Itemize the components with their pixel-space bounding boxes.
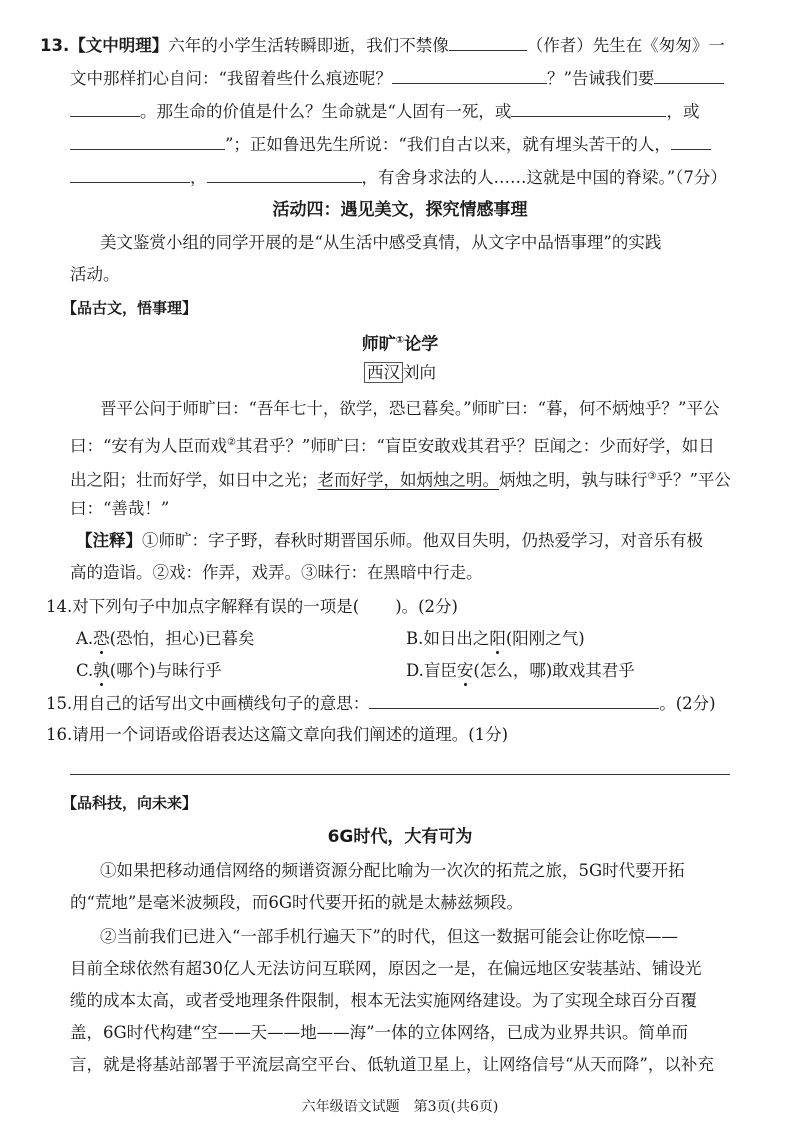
activity-title: 活动四：遇见美文，探究情感事理 [272, 200, 528, 220]
q13-line-3: 。那生命的价值是什么？生命就是“人固有一死，或 ，或 [70, 100, 742, 123]
section-tech-heading: 【品科技，向未来】 [62, 794, 198, 812]
answer-blank[interactable] [70, 133, 225, 150]
underlined-sentence: 老而好学，如炳烛之明。 [317, 470, 499, 490]
answer-blank[interactable] [671, 133, 711, 150]
notes-line-1: 【注释】①师旷：字子野，春秋时期晋国乐师。他双目失明，仍热爱学习，对音乐有极 [76, 531, 703, 550]
notes-line-2: 高的造诣。②戏：作弄，戏弄。③昧行：在黑暗中行走。 [70, 563, 483, 582]
q13-line-4: ”；正如鲁迅先生所说：“我们自古以来，就有埋头苦干的人， [70, 133, 742, 156]
modern-para-1b: 的“荒地”是毫米波频段，而6G时代要开拓的就是太赫兹频段。 [70, 893, 524, 912]
notes-label: 【注释】 [76, 531, 142, 550]
modern-para-1a: ①如果把移动通信网络的频谱资源分配比喻为一次次的拓荒之旅，5G时代要开拓 [100, 861, 685, 880]
activity-intro-1: 美文鉴赏小组的同学开展的是“从生活中感受真情，从文字中品悟事理”的实践 [100, 233, 662, 252]
answer-blank[interactable] [511, 100, 666, 117]
answer-blank[interactable] [392, 67, 547, 84]
q14-option-c: C.孰(哪个)与昧行乎 [76, 661, 222, 680]
q15: 15.用自己的话写出文中画横线句子的意思： 。(2分) [46, 694, 716, 713]
answer-blank[interactable] [654, 67, 724, 84]
section-classical-heading: 【品古文，悟事理】 [62, 299, 198, 317]
page-footer: 六年级语文试题 第3页(共6页) [301, 1099, 499, 1115]
q14-option-d: D.盲臣安(怎么，哪)敢戏其君乎 [406, 661, 635, 680]
author-name: 刘向 [403, 363, 436, 382]
classical-para-2: 曰：“安有为人臣而戏②其君乎？”师旷曰：“盲臣安敢戏其君乎？臣闻之：少而好学，如日 [70, 436, 715, 456]
q14-option-a: A.恐(恐怕，担心)已暮矣 [76, 629, 255, 648]
dynasty-box: 西汉 [364, 362, 403, 383]
q13-label: 13.【文中明理】 [40, 36, 169, 55]
answer-blank[interactable] [70, 166, 190, 183]
q14-option-b: B.如日出之阳(阳刚之气) [406, 629, 585, 648]
modern-para-2b: 目前全球依然有超30亿人无法访问互联网，原因之一是，在偏远地区安装基站、铺设光 [70, 959, 702, 978]
classical-para-3: 出之阳；壮而好学，如日中之光；老而好学，如炳烛之明。炳烛之明，孰与昧行③乎？”平公 [70, 470, 731, 490]
modern-para-2e: 言，就是将基站部署于平流层高空平台、低轨道卫星上，让网络信号“从天而降”，以补充 [70, 1055, 714, 1074]
modern-para-2c: 缆的成本太高，或者受地理条件限制，根本无法实施网络建设。为了实现全球百分百覆 [70, 991, 697, 1010]
q16: 16.请用一个词语或俗语表达这篇文章向我们阐述的道理。(1分) [46, 725, 509, 744]
answer-blank[interactable] [70, 100, 140, 117]
answer-line[interactable] [70, 774, 730, 775]
classical-author [0, 362, 800, 384]
modern-title: 6G时代，大有可为 [327, 827, 473, 847]
answer-blank[interactable] [207, 166, 362, 183]
classical-para-1: 晋平公问于师旷曰：“吾年七十，欲学，恐已暮矣。”师旷曰：“暮，何不炳烛乎？”平公 [100, 399, 720, 418]
q13-line-1: 13.【文中明理】六年的小学生活转瞬即逝，我们不禁像 （作者）先生在《匆匆》一 [40, 36, 725, 55]
classical-para-4: 曰：“善哉！” [70, 499, 170, 518]
q13-line-2: 文中那样扪心自问：“我留着些什么痕迹呢？ ？”告诫我们要 [70, 67, 742, 90]
answer-blank[interactable] [449, 34, 527, 51]
classical-title: 师旷①论学 [361, 334, 439, 355]
q14-stem: 14.对下列句子中加点字解释有误的一项是( )。(2分) [46, 597, 458, 616]
modern-para-2d: 盖，6G时代构建“空——天——地——海”一体的立体网络，已成为业界共识。简单而 [70, 1023, 689, 1042]
answer-blank[interactable] [369, 692, 659, 709]
activity-intro-2: 活动。 [70, 265, 120, 284]
modern-para-2a: ②当前我们已进入“一部手机行遍天下”的时代，但这一数据可能会让你吃惊—— [100, 927, 678, 946]
q13-line-5: ， ，有舍身求法的人……这就是中国的脊梁。”（7分） [70, 166, 742, 189]
